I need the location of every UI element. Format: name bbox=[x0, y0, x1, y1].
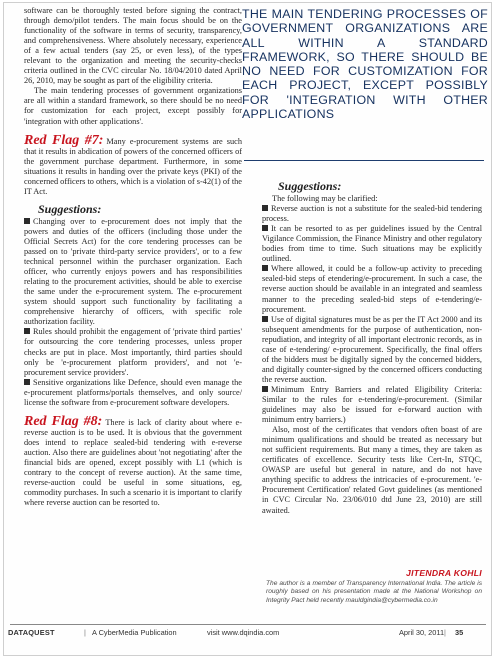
clarification-item bbox=[262, 385, 482, 425]
footer-separator: | bbox=[84, 628, 86, 637]
clarification-text: Minimum Entry Barriers and related Eligibility Criteria: Similar to the rules for e-tendering/e-procurement. (Similar guidelines may also be issued for e-forward auction with minimum entry barriers.) bbox=[262, 384, 482, 425]
page-number: 35 bbox=[455, 628, 464, 637]
closing-paragraph: Also, most of the certificates that vendors often boast of are minimum qualifications and should be treated as necessary but not sufficient requirements. But many a times, they are taken as certificates of excellence. Security tests like Cert-In, STQC, OWASP are useful but general in nature, and do not have anything specific to address the intricacies of e-procurement. 'e-Procurement Certification' related Govt guidelines (as mentioned in CVC Circular No. 23/06/010 dtd June 23, 2010) are still awaited. bbox=[262, 425, 482, 515]
suggestion-text: Sensitive organizations like Defence, should even manage the e-procurement platforms/portals themselves, and only source/ license the software from e-procurement software developers. bbox=[24, 377, 242, 407]
footer-brand: DATAQUEST bbox=[8, 628, 55, 637]
clarification-item bbox=[262, 204, 482, 224]
square-bullet-icon bbox=[262, 386, 268, 392]
clarification-text: Use of digital signatures must be as per the IT Act 2000 and its subsequent amendments for the purpose of authentication, non-repudiation, and integrity of all important electronic records, as in case of e-tendering/ e-procurement. Specifically, the final offers of the bidders must be digitally signed by the concerned bidders, and digitally counter-signed by the concerned officers conducting the reverse auction. bbox=[262, 314, 482, 384]
footer-tagline: A CyberMedia Publication bbox=[92, 628, 177, 637]
square-bullet-icon bbox=[262, 316, 268, 322]
clarification-text: It can be resorted to as per guidelines issued by the Central Vigilance Commission, the Finance Ministry and other regulatory bodies from time to time. Such situations may be explicitly outlined. bbox=[262, 224, 482, 264]
pull-quote: THE MAIN TENDERING PROCESSES OF GOVERNMENT ORGANIZATIONS ARE ALL WITHIN A STANDARD FRAMEWORK, SO THERE SHOULD BE NO NEED FOR CUSTOMIZATION FOR EACH PROJECT, EXCEPT POSSIBLY FOR 'INTEGRATION WITH OTHER APPLICATIONS bbox=[242, 7, 488, 122]
pull-quote-divider bbox=[244, 160, 484, 161]
square-bullet-icon bbox=[262, 205, 268, 211]
suggestions-heading-right: Suggestions: bbox=[278, 179, 342, 193]
clarification-text: Where allowed, it could be a follow-up activity to preceding sealed-bid steps of etendering/e-procurement. In such a case, the reverse auction should be available in an integrated and seamless manner to the preceding sealed-bid steps of e-tendering/e-procurement. bbox=[262, 264, 482, 314]
author-name: JITENDRA KOHLI bbox=[406, 568, 482, 578]
red-flag-7-label: Red Flag #7: bbox=[24, 132, 104, 148]
suggestion-item bbox=[24, 327, 242, 377]
right-column bbox=[262, 181, 482, 516]
red-flag-8 bbox=[24, 413, 242, 508]
footer-separator: | bbox=[444, 628, 446, 637]
intro-paragraph: software can be thoroughly tested before signing the contract, through demo/pilot tenders. The main focus should be on the functionality of the software in terms of security, transparency, and comprehensiveness. Where absolutely necessary, experience of a few actual tenders (say 25, or even less), of the types relevant to the organization and meeting the security-checks criteria outlined in the CVC circular No. 18/04/2010 dated April 26, 2010, may be sought as part of the eligibility criteria. bbox=[24, 6, 242, 86]
suggestion-text: Changing over to e-procurement does not imply that the powers and duties of the officers (including those under the Official Secrets Act) for the core tendering processes can be passed on to 'private third-party service providers', or to a few technical personnel within the purchaser organization. Each officer, who currently enjoys powers and has responsibilities relating to the procurement activities, should be able to exercise the same under the e-procurement system. The e-procurement system should support such functionality by facilitating a comprehensive hierarchy of officers, with specific role authorization facility. bbox=[24, 216, 242, 327]
clarification-item bbox=[262, 264, 482, 314]
intro-paragraph: The main tendering processes of government organizations are all within a standard framework, so there should be no need for customization for each project, except possibly for 'integration with other applications'. bbox=[24, 86, 242, 126]
square-bullet-icon bbox=[24, 218, 30, 224]
square-bullet-icon bbox=[24, 328, 30, 334]
red-flag-7 bbox=[24, 132, 242, 197]
footer-url[interactable]: visit www.dqindia.com bbox=[207, 628, 280, 637]
author-note: The author is a member of Transparency International India. The article is roughly based on his presentation made at the National Workshop on Integrity Pact held recently mauldgindia@cybermedia.co.in bbox=[266, 580, 482, 604]
square-bullet-icon bbox=[262, 265, 268, 271]
red-flag-8-label: Red Flag #8: bbox=[24, 413, 103, 429]
square-bullet-icon bbox=[24, 379, 30, 385]
suggestion-text: Rules should prohibit the engagement of 'private third parties' for outsourcing the core tendering processes, unless proper checks are put in place. Most importantly, third parties should only be 'e-procurement platform providers', and not 'e-procurement service providers'. bbox=[24, 327, 242, 377]
page-footer bbox=[4, 628, 492, 642]
clarification-item bbox=[262, 224, 482, 264]
magazine-page bbox=[3, 2, 492, 656]
red-flag-8-text: There is lack of clarity about where e-reverse auction is to be used. It is obvious that the government does intend to replace sealed-bid tendering with e-reverse auction. Also there are guidelines about 'not negotiating' after the financial bids are opened, except possibly with L1 (which is contrary to the concept of reverse auction). At the same time, reverse-auction could be useful in some situations, eg, commodity purchases. In such a scenario it is important to clarify where reverse auction can be resorted to. bbox=[24, 417, 242, 508]
suggestions-heading-left: Suggestions: bbox=[38, 201, 102, 216]
suggestion-item bbox=[24, 378, 242, 408]
square-bullet-icon bbox=[262, 225, 268, 231]
red-flag-7-text: Many e-procurement systems are such that it results in abdication of powers of the concerned officers of the government purchase department. Furthermore, in some situations it results in handing over the private keys (PKI) of the concerned officers to others, which is a violation of s-42(1) of the IT Act. bbox=[24, 136, 242, 196]
clarification-text: Reverse auction is not a substitute for the sealed-bid tendering process. bbox=[262, 204, 482, 224]
footer-date: April 30, 2011 bbox=[399, 628, 445, 637]
suggestion-item bbox=[24, 217, 242, 328]
suggestions-lead: The following may be clarified: bbox=[272, 194, 378, 204]
footer-divider bbox=[10, 624, 486, 625]
left-column bbox=[24, 6, 242, 508]
clarification-item bbox=[262, 315, 482, 385]
